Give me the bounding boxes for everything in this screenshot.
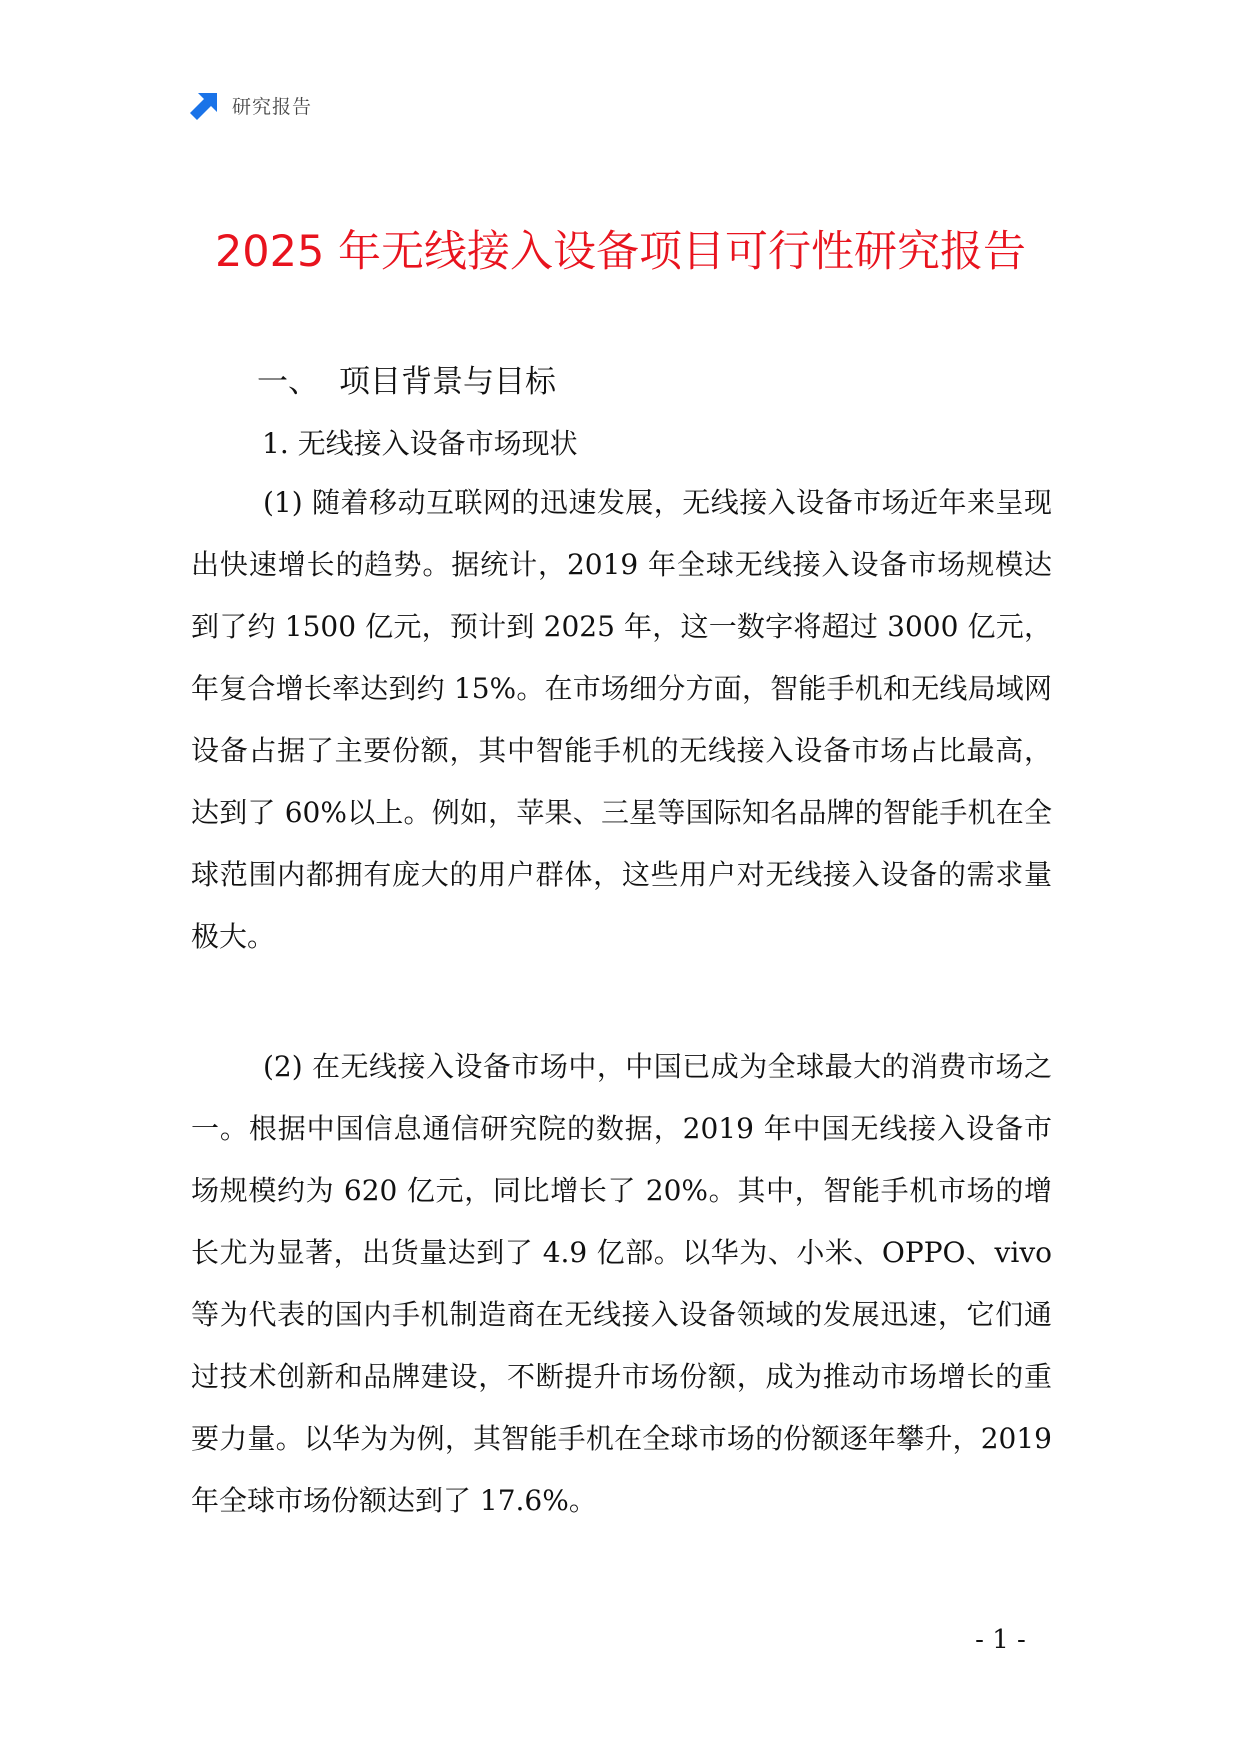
- arrow-up-right-icon: [190, 90, 220, 120]
- page-number: - 1 -: [975, 1625, 1026, 1655]
- subsection-heading: 1. 无线接入设备市场现状: [262, 427, 578, 460]
- paragraph-2: [191, 1036, 1052, 1532]
- header-label: 研究报告: [232, 95, 313, 118]
- header: [190, 90, 312, 120]
- document-title: 2025 年无线接入设备项目可行性研究报告: [214, 227, 1027, 277]
- section-number: 一、: [257, 364, 319, 400]
- section-heading: [257, 360, 556, 404]
- paragraph-2-text: (2) 在无线接入设备市场中，中国已成为全球最大的消费市场之一。根据中国信息通信研究院的数据，2019 年中国无线接入设备市场规模约为 620 亿元，同比增长了 20%。其中，智能手机市场的增长尤为显著，出货量达到了 4.9 亿部。以华为、小米、OPPO、vivo 等为代表的国内手机制造商在无线接入设备领域的发展迅速，它们通过技术创新和品牌建设，不断提升市场份额，成为推动市场增长的重要力量。以华为为例，其智能手机在全球市场的份额逐年攀升，2019 年全球市场份额达到了 17.6%。: [191, 1050, 1052, 1517]
- section-title: 项目背景与目标: [339, 364, 556, 400]
- paragraph-1: [191, 472, 1052, 968]
- paragraph-1-text: (1) 随着移动互联网的迅速发展，无线接入设备市场近年来呈现出快速增长的趋势。据统计，2019 年全球无线接入设备市场规模达到了约 1500 亿元，预计到 2025 年，这一数字将超过 3000 亿元，年复合增长率达到约 15%。在市场细分方面，智能手机和无线局域网设备占据了主要份额，其中智能手机的无线接入设备市场占比最高，达到了 60%以上。例如，苹果、三星等国际知名品牌的智能手机在全球范围内都拥有庞大的用户群体，这些用户对无线接入设备的需求量极大。: [191, 486, 1052, 953]
